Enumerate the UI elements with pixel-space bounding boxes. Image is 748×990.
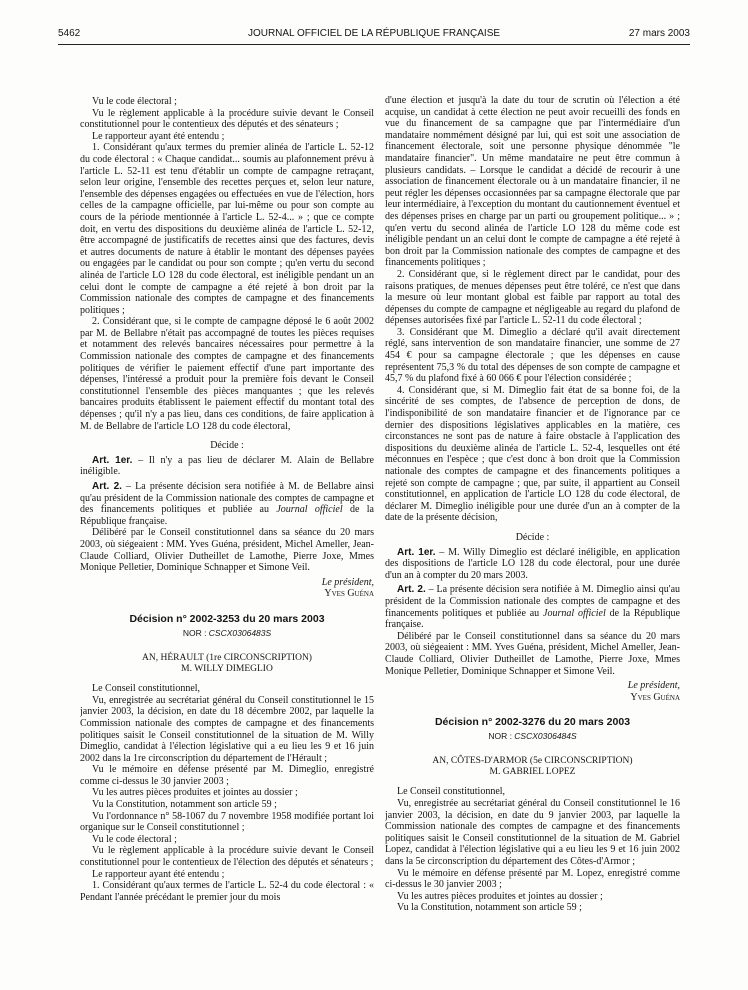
paragraph: Vu l'ordonnance n° 58-1067 du 7 novembre 1958 modifiée portant loi organique sur le Conseil constitutionnel ; [80,810,374,834]
issue-date: 27 mars 2003 [628,28,690,39]
right-column [385,95,680,986]
paragraph: Le Conseil constitutionnel, [397,786,506,798]
article-text: – Il n'y a pas lieu de déclarer M. Alain de Bellabre inéligible. [80,454,374,478]
deliberation: Délibéré par le Conseil constitutionnel dans sa séance du 20 mars 2003, où siégeaient : MM. Yves Guéna, président, Michel Ameller, Jean-Claude Colliard, Olivier Dutheillet de Lamothe, Pierre Joxe, Mmes Monique Pelletier, Dominique Schnapper et Simone Veil. [80,527,374,574]
journal-officiel-italic: Journal officiel [276,504,343,516]
paragraph: Le Conseil constitutionnel, [92,683,201,695]
signature-name: Yves Guéna [324,588,374,600]
paragraph: Vu le mémoire en défense présenté par M. Dimeglio, enregistré comme ci-dessus le 30 janvier 2003 ; [80,764,374,787]
paragraph: Vu le code électoral ; [92,96,177,107]
signature-role: Le président, [321,576,374,588]
nor-reference: NOR : CSCX0306483S [182,627,272,638]
paragraph: 4. Considérant que, si M. Dimeglio fait état de sa bonne foi, de la sincérité de ses comptes, de l'absence de perception de dons, de l'indisponibilité de son mandataire financier et de l'ignorance par ce dernier des dispositions législatives applicables en la matière, ces circonstances ne sont pas de nature à faire obstacle à l'application des dispositions du deuxième alinéa de l'article L. 52-4, lesquelles ont été méconnues en l'espèce ; que c'est donc à bon droit que la Commission nationale des comptes de campagne et des financements politiques a rejeté son compte de campagne ; que, par suite, il appartient au Conseil constitutionnel, en application de l'article LO 128 du code électoral, de déclarer M. Dimeglio inéligible pour une durée d'un an à compter de la date de la présente décision, [385,384,680,524]
paragraph: 2. Considérant que, si le règlement direct par le candidat, pour des raisons pratiques, de menues dépenses peut être toléré, ce n'est que dans la mesure où leur montant global est faible par rapport au total des dépenses du compte de campagne et négligeable au regard du plafond de dépenses autorisées fixé par l'article L. 52-11 du code électoral ; [385,268,680,327]
paragraph: Le rapporteur ayant été entendu ; [92,130,225,142]
nor-reference: NOR : CSCX0306484S [488,730,577,741]
journal-officiel-italic: Journal officiel [543,607,606,619]
signature-name: Yves Guéna [630,691,680,703]
paragraph: Vu le règlement applicable à la procédure suivie devant le Conseil constitutionnel pour le contentieux de l'élection des députés et sénateurs ; [80,845,374,869]
paragraph: d'une élection et jusqu'à la date du tour de scrutin où l'élection a été acquise, un candidat à cette élection ne peut avoir recueilli des fonds en vue du financement de sa campagne que par l'intermédiaire d'un mandataire nommément désigné par lui, qui est soit une association de financement électorale, soit une personne physique dénommée "le mandataire financier". Un même mandataire ne peut être commun à plusieurs candidats. – Lorsque le candidat a décidé de recourir à une association de financement électorale ou à un mandataire financier, il ne peut régler les dépenses occasionnées par sa campagne électorale que par leur intermédiaire, à l'exception du montant du cautionnement éventuel et des dépenses prises en charge par un parti ou groupement politique... » ; qu'en vertu du second alinéa de l'article LO 128 du même code est inéligible pendant un an celui dont le compte de campagne a été rejeté à bon droit par la Commission nationale des comptes de campagne et des financements politiques ; [385,95,680,269]
page-header [58,28,690,45]
article-text: de la République française. [385,607,680,631]
article-label: Art. 1er. [92,454,133,466]
decision-title: Décision n° 2002-3253 du 20 mars 2003 [129,612,325,625]
decision-title: Décision n° 2002-3276 du 20 mars 2003 [434,716,631,729]
article-text: – La présente décision sera notifiée à M. Dimeglio ainsi qu'au président de la Commission nationale des comptes de campagne et des financements politiques et publiée au [385,584,680,619]
paragraph: Vu, enregistrée au secrétariat général du Conseil constitutionnel le 15 janvier 2003, la décision, en date du 18 décembre 2002, par laquelle la Commission nationale des comptes de campagne et des financements politiques saisit le Conseil constitutionnel de la situation de M. Willy Dimeglio, candidat à l'élection législative qui a eu lieu les 9 et 16 juin 2002 dans la 1re circonscription du département de l'Hérault ; [80,694,374,764]
paragraph: Vu les autres pièces produites et jointes au dossier ; [397,890,603,902]
article-1 [385,547,680,582]
article-text: – M. Willy Dimeglio est déclaré inéligible, en application des dispositions de l'article LO 128 du code électoral, pour une durée d'un an à compter du 20 mars 2003. [385,546,680,581]
signature-role: Le président, [627,680,680,692]
paragraph: Vu, enregistrée au secrétariat général du Conseil constitutionnel le 16 janvier 2003, la décision, en date du 9 janvier 2003, par laquelle la Commission nationale des comptes de campagne et des financements politiques saisit le Conseil constitutionnel de la situation de M. Gabriel Lopez, candidat à l'élection législative qui a eu lieu les 9 et 16 juin 2002 dans la 5e circonscription du département des Côtes-d'Armor ; [385,798,680,868]
decide-heading: Décide : [515,531,550,543]
article-label: Art. 2. [397,584,426,596]
article-1 [80,455,374,478]
paragraph: Vu le règlement applicable à la procédure suivie devant le Conseil constitutionnel pour le contentieux des députés et des sénateurs ; [80,107,374,131]
paragraph: Vu le code électoral ; [92,833,177,845]
paragraph: Vu le mémoire en défense présenté par M. Lopez, enregistré comme ci-dessus le 30 janvier 2003 ; [385,867,680,891]
deliberation: Délibéré par le Conseil constitutionnel dans sa séance du 20 mars 2003, où siégeaient : MM. Yves Guéna, président, Michel Ameller, Jean-Claude Colliard, Olivier Dutheillet de Lamothe, Pierre Joxe, Mmes Monique Pelletier, Dominique Schnapper et Simone Veil. [385,630,680,677]
article-text: de la République française. [80,504,374,527]
paragraph: 1. Considérant qu'aux termes de l'article L. 52-4 du code électoral : « Pendant l'année précédant le premier jour du mois [80,880,374,903]
article-label: Art. 2. [92,481,122,492]
paragraph: Vu la Constitution, notamment son article 59 ; [92,799,277,811]
paragraph: 2. Considérant que, si le compte de campagne déposé le 6 août 2002 par M. de Bellabre n'était pas accompagné de toutes les pièces requises et notamment des relevés bancaires nécessaires pour permettre à la Commission nationale des comptes de campagne et des financements politiques de vérifier le paiement effectif d'une part importante des dépenses, l'intéressé a produit pour la première fois devant le Conseil constitutionnel l'ensemble des pièces manquantes ; que les relevés bancaires produits établissent le paiement effectif du montant total des dépenses ; qu'il n'y a pas lieu, dans ces conditions, de faire application à M. de Bellabre de l'article LO 128 du code électoral, [80,316,374,432]
constituency-heading: AN, CÔTES-D'ARMOR (5e CIRCONSCRIPTION) M. GABRIEL LOPEZ [432,756,633,778]
paragraph: Le rapporteur ayant été entendu ; [92,868,225,880]
page-number: 5462 [58,28,81,39]
constituency-heading: AN, HÉRAULT (1re CIRCONSCRIPTION) M. WILLY DIMEGLIO [142,653,312,675]
paragraph: Vu les autres pièces produites et jointes au dossier ; [92,787,298,799]
journal-title: JOURNAL OFFICIEL DE LA RÉPUBLIQUE FRANÇAISE [247,28,501,39]
article-2 [385,584,680,630]
article-label: Art. 1er. [397,546,436,558]
article-2 [80,481,374,527]
paragraph: 1. Considérant qu'aux termes du premier alinéa de l'article L. 52-12 du code électoral : « Chaque candidat... soumis au plafonnement prévu à l'article L. 52-11 est tenu d'établir un compte de campagne retraçant, selon leur origine, l'ensemble des recettes perçues et, selon leur nature, l'ensemble des dépenses engagées ou effectuées en vue de l'élection, hors celles de la campagne officielle, par lui-même ou pour son compte au cours de la période mentionnée à l'article L. 52-4... » ; que ce compte doit, en vertu des dispositions du deuxième alinéa de l'article L. 52-12, être accompagné de justificatifs de recettes ainsi que des factures, devis et autres documents de nature à établir le montant des dépenses payées ou engagées par le candidat ou pour son compte ; qu'en vertu du second alinéa de l'article LO 128 du code électoral, est inéligible pendant un an celui dont le compte de campagne a été rejeté à bon droit par la Commission nationale des comptes de campagne et des financements politiques ; [80,142,374,316]
paragraph: 3. Considérant que M. Dimeglio a déclaré qu'il avait directement réglé, sans intervention de son mandataire financier, une somme de 27 454 € pour sa campagne électorale ; que les dépenses en cause représentent 75,3 % du total des dépenses de son compte de campagne et 45,7 % du plafond fixé à 60 066 € pour l'élection considérée ; [385,326,680,385]
article-text: – La présente décision sera notifiée à M. de Bellabre ainsi qu'au président de la Commission nationale des comptes de campagne et des financements politiques et publiée au [80,481,374,516]
paragraph: Vu la Constitution, notamment son article 59 ; [397,902,582,914]
decide-heading: Décide : [210,440,244,452]
left-column [80,96,374,986]
